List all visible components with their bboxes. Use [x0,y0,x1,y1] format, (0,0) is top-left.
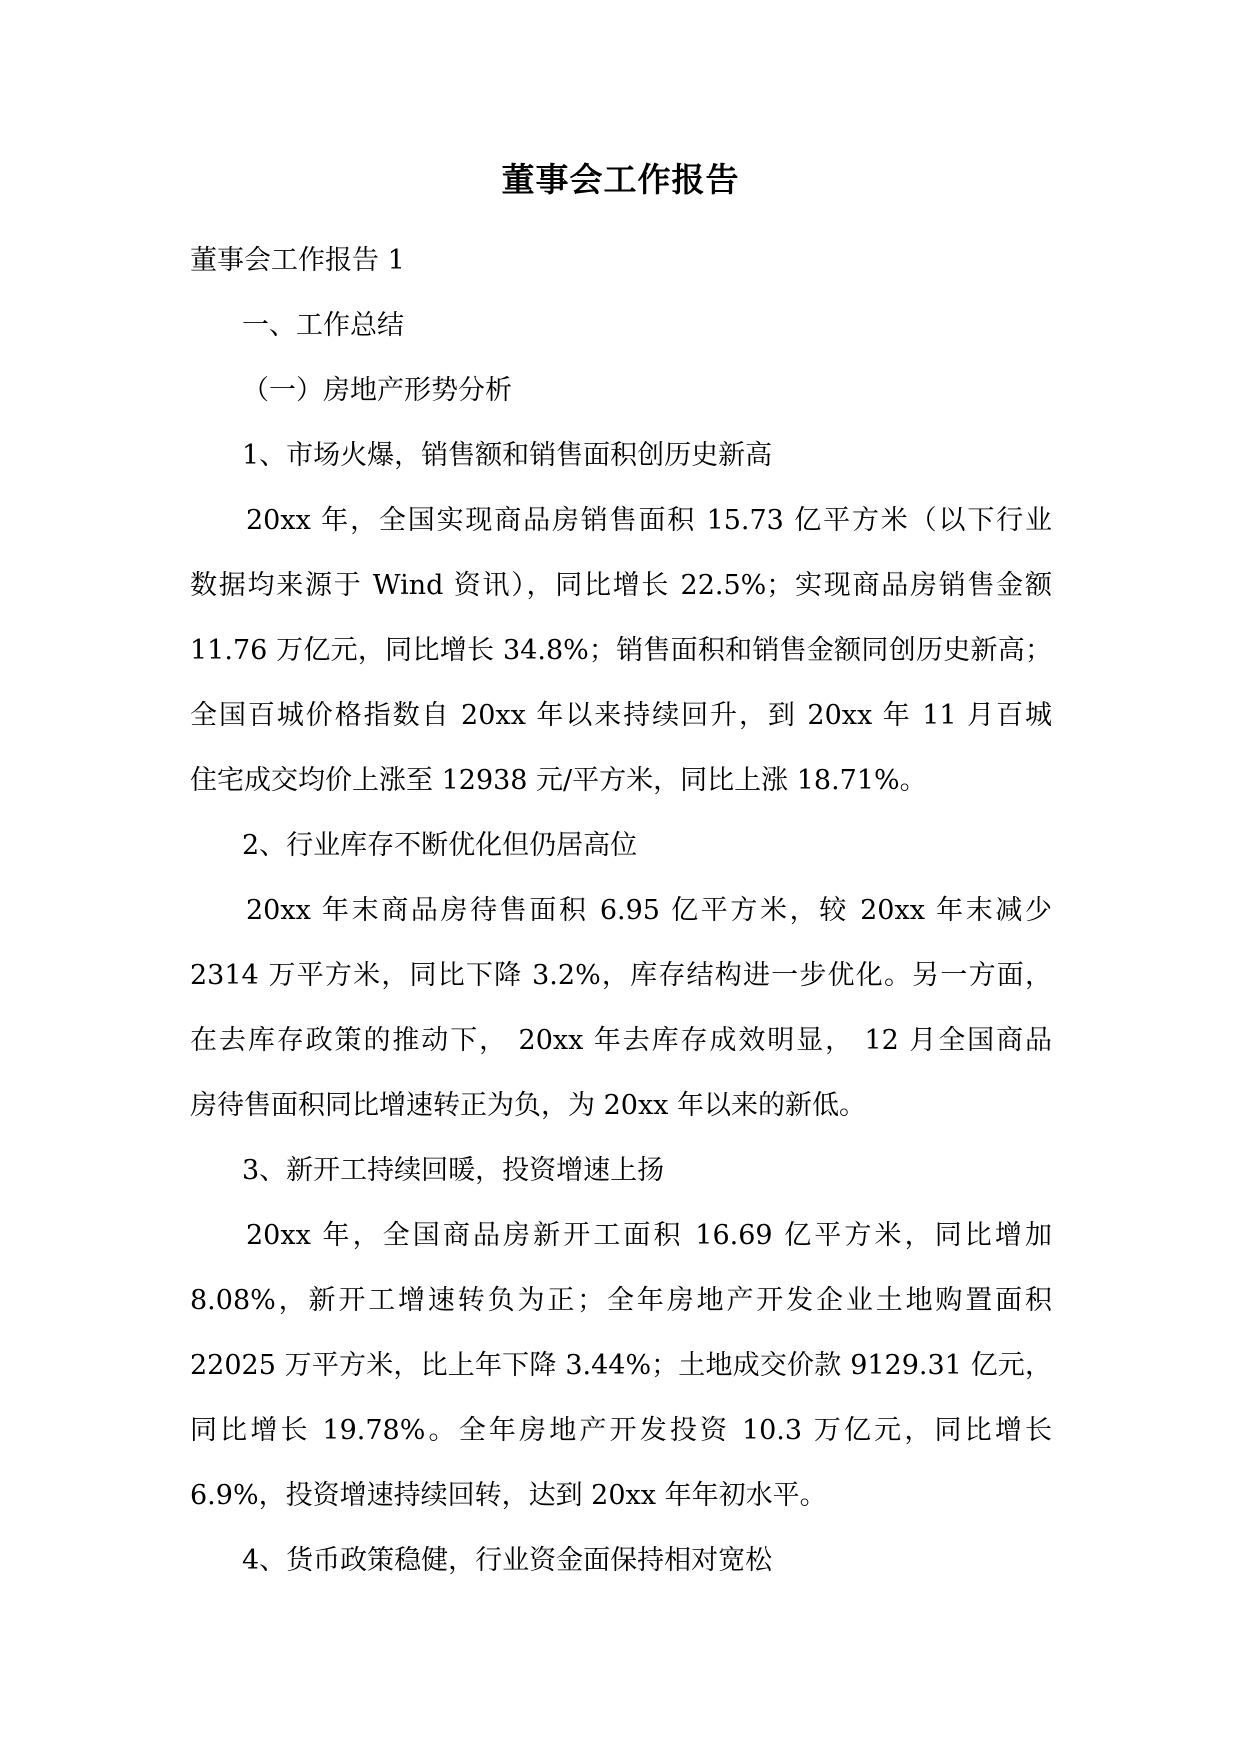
paragraph-line: 20xx 年，全国商品房新开工面积 16.69 亿平方米，同比增加 [246,1220,1052,1251]
paragraph-line: 住宅成交均价上涨至 12938 元/平方米，同比上涨 18.71%。 [190,765,927,796]
document-body [190,228,1052,1593]
item-heading: 3、新开工持续回暖，投资增速上扬 [242,1155,665,1186]
paragraph-line: 8.08%，新开工增速转负为正；全年房地产开发企业土地购置面积 [190,1285,1052,1316]
paragraph-line: 22025 万平方米，比上年下降 3.44%；土地成交价款 9129.31 亿元， [190,1350,1052,1381]
paragraph-line: 同比增长 19.78%。全年房地产开发投资 10.3 万亿元，同比增长 [190,1415,1052,1446]
item-heading: 2、行业库存不断优化但仍居高位 [242,830,638,861]
paragraph-line: 全国百城价格指数自 20xx 年以来持续回升，到 20xx 年 11 月百城 [190,700,1052,731]
document-title: 董事会工作报告 [501,160,740,199]
paragraph-line: 20xx 年，全国实现商品房销售面积 15.73 亿平方米（以下行业 [246,505,1052,536]
paragraph-line: 11.76 万亿元，同比增长 34.8%；销售面积和销售金额同创历史新高； [190,635,1052,666]
paragraph-line: 6.9%，投资增速持续回转，达到 20xx 年年初水平。 [190,1480,827,1511]
paragraph-line: 数据均来源于 Wind 资讯），同比增长 22.5%；实现商品房销售金额 [190,570,1052,601]
paragraph-line: 在去库存政策的推动下， 20xx 年去库存成效明显， 12 月全国商品 [190,1025,1052,1056]
report-subtitle: 董事会工作报告 1 [190,245,405,276]
paragraph-line: 20xx 年末商品房待售面积 6.95 亿平方米，较 20xx 年末减少 [246,895,1052,926]
item-heading: 1、市场火爆，销售额和销售面积创历史新高 [242,440,773,471]
paragraph-line: 2314 万平方米，同比下降 3.2%，库存结构进一步优化。另一方面， [190,960,1052,991]
section-heading: 一、工作总结 [242,310,404,341]
subsection-heading: （一）房地产形势分析 [242,375,512,406]
paragraph-line: 房待售面积同比增速转正为负，为 20xx 年以来的新低。 [190,1090,866,1121]
item-heading: 4、货币政策稳健，行业资金面保持相对宽松 [242,1545,773,1576]
